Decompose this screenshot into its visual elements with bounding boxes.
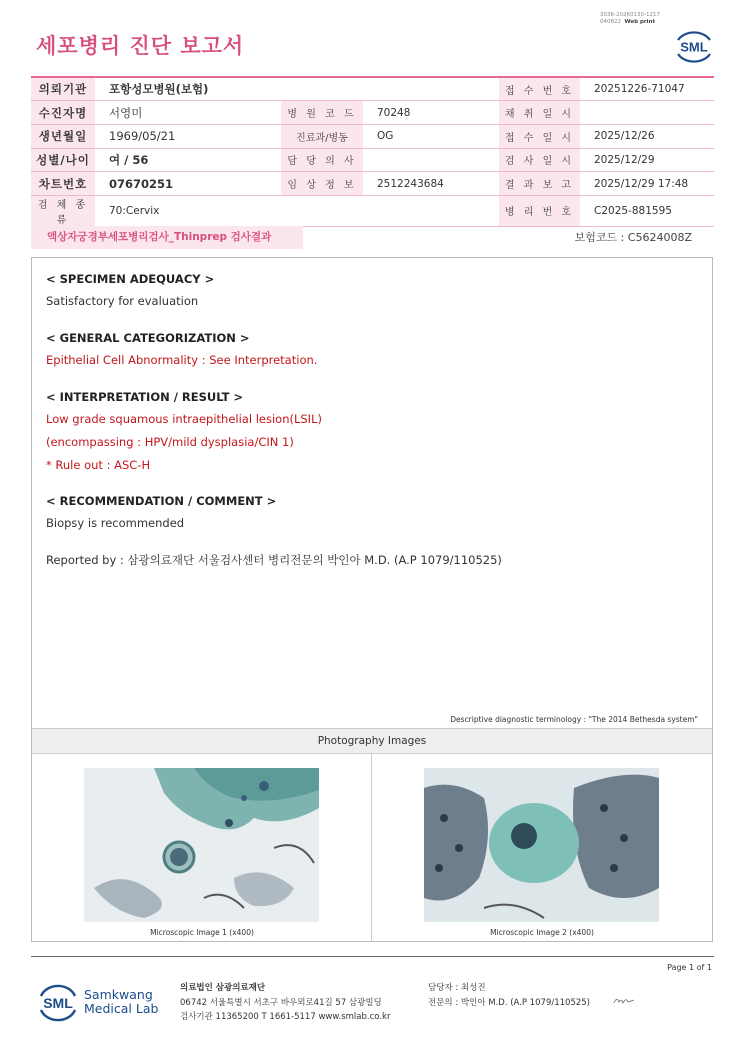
sml-logo-icon	[672, 26, 716, 66]
logo-text: SML	[680, 39, 708, 55]
info-row	[31, 172, 714, 196]
chart-value: 07670251	[95, 172, 281, 196]
exam-date-value: 2025/12/29	[580, 148, 714, 172]
exam-name: 액상자궁경부세포병리검사_Thinprep 검사결과	[31, 226, 303, 249]
exam-date-label: 검 사 일 시	[499, 148, 580, 172]
info-row	[31, 77, 714, 101]
insurance-code: 보험코드 : C5624008Z	[574, 231, 692, 244]
staff-in-charge: 담당자 : 최성진	[428, 983, 486, 993]
hospital-value: 포항성모병원(보험)	[95, 77, 499, 101]
brand-line-1: Samkwang	[84, 987, 153, 1002]
specialist: 전문의 : 박인아 M.D. (A.P 1079/110525)	[428, 997, 590, 1008]
document-title: 세포병리 진단 보고서	[36, 34, 245, 58]
info-row	[31, 195, 714, 226]
recommendation-heading: < RECOMMENDATION / COMMENT >	[46, 494, 277, 508]
brand-line-2: Medical Lab	[84, 1001, 159, 1016]
footer-brand-name	[84, 988, 158, 1016]
report-value: 2025/12/29 17:48	[580, 172, 714, 196]
sex-age-label: 성별/나이	[31, 148, 95, 172]
name-label: 수진자명	[31, 101, 95, 125]
info-row	[31, 101, 714, 125]
org-contact: 검사기관 11365200 T 1661-5117 www.smlab.co.kr	[180, 1012, 391, 1022]
receipt-label: 접 수 일 시	[499, 124, 580, 148]
receipt-value: 2025/12/26	[580, 124, 714, 148]
specimen-value: 70:Cervix	[95, 195, 499, 226]
hospital-code-label: 병 원 코 드	[281, 101, 363, 125]
specimen-label: 검 체 종 류	[31, 195, 95, 226]
sex-age-value: 여 / 56	[95, 148, 281, 172]
interpretation-heading: < INTERPRETATION / RESULT >	[46, 390, 244, 404]
collect-date-value	[580, 101, 714, 125]
collect-date-label: 채 취 일 시	[499, 101, 580, 125]
photo-cell-2	[372, 754, 712, 942]
microscopic-image-1	[84, 768, 319, 922]
clinical-value: 2512243684	[363, 172, 499, 196]
exam-bar	[31, 226, 714, 249]
terminology-note: Descriptive diagnostic terminology : "The 2014 Bethesda system"	[450, 715, 698, 724]
patient-info-table	[31, 76, 714, 227]
footer-organization	[180, 981, 390, 1025]
report-label: 결 과 보 고	[499, 172, 580, 196]
print-id-line2: 040822	[600, 19, 622, 25]
dept-value: OG	[363, 124, 499, 148]
adequacy-text: Satisfactory for evaluation	[46, 294, 199, 308]
chart-label: 차트번호	[31, 172, 95, 196]
info-row	[31, 148, 714, 172]
doctor-value	[363, 148, 499, 172]
reported-by: Reported by : 삼광의료재단 서울검사센터 병리전문의 박인아 M.D. (A.P 1079/110525)	[46, 553, 502, 567]
category-heading: < GENERAL CATEGORIZATION >	[46, 331, 250, 345]
dob-label: 생년월일	[31, 124, 95, 148]
org-name: 의료법인 삼광의료재단	[180, 983, 266, 993]
hospital-code-value: 70248	[363, 101, 499, 125]
footer-divider	[31, 956, 714, 957]
signature-icon	[612, 994, 636, 1006]
footer-responsible	[428, 981, 590, 1010]
adequacy-heading: < SPECIMEN ADEQUACY >	[46, 272, 215, 286]
path-no-label: 병 리 번 호	[499, 195, 580, 226]
accession-label: 접 수 번 호	[499, 77, 580, 101]
footer-logo-text: SML	[43, 995, 73, 1011]
doctor-label: 담 당 의 사	[281, 148, 363, 172]
interpretation-line-3: * Rule out : ASC-H	[46, 458, 151, 472]
interpretation-line-1: Low grade squamous intraepithelial lesion(LSIL)	[46, 412, 322, 426]
print-id	[600, 12, 660, 26]
photo-cell-1	[32, 754, 372, 942]
result-box	[31, 257, 713, 942]
caption-image-2: Microscopic Image 2 (x400)	[490, 928, 594, 937]
caption-image-1: Microscopic Image 1 (x400)	[150, 928, 254, 937]
info-row	[31, 124, 714, 148]
dob-value: 1969/05/21	[95, 124, 281, 148]
sml-footer-logo-icon	[36, 980, 80, 1024]
microscopic-image-2	[424, 768, 659, 922]
hospital-label: 의뢰기관	[31, 77, 95, 101]
org-address: 06742 서울특별시 서초구 바우뫼로41길 57 삼광빌딩	[180, 997, 382, 1008]
web-print-label: Web print	[624, 19, 656, 25]
name-value: 서영미	[95, 101, 281, 125]
dept-label: 진료과/병동	[281, 124, 363, 148]
recommendation-text: Biopsy is recommended	[46, 516, 185, 530]
category-text: Epithelial Cell Abnormality : See Interpretation.	[46, 353, 318, 367]
clinical-label: 임 상 정 보	[281, 172, 363, 196]
accession-value: 20251226-71047	[580, 77, 714, 101]
path-no-value: C2025-881595	[580, 195, 714, 226]
photo-header: Photography Images	[32, 728, 712, 754]
page-number: Page 1 of 1	[667, 963, 712, 972]
interpretation-line-2: (encompassing : HPV/mild dysplasia/CIN 1)	[46, 435, 294, 449]
print-id-line1: 3036-20260130-1217	[600, 12, 660, 18]
